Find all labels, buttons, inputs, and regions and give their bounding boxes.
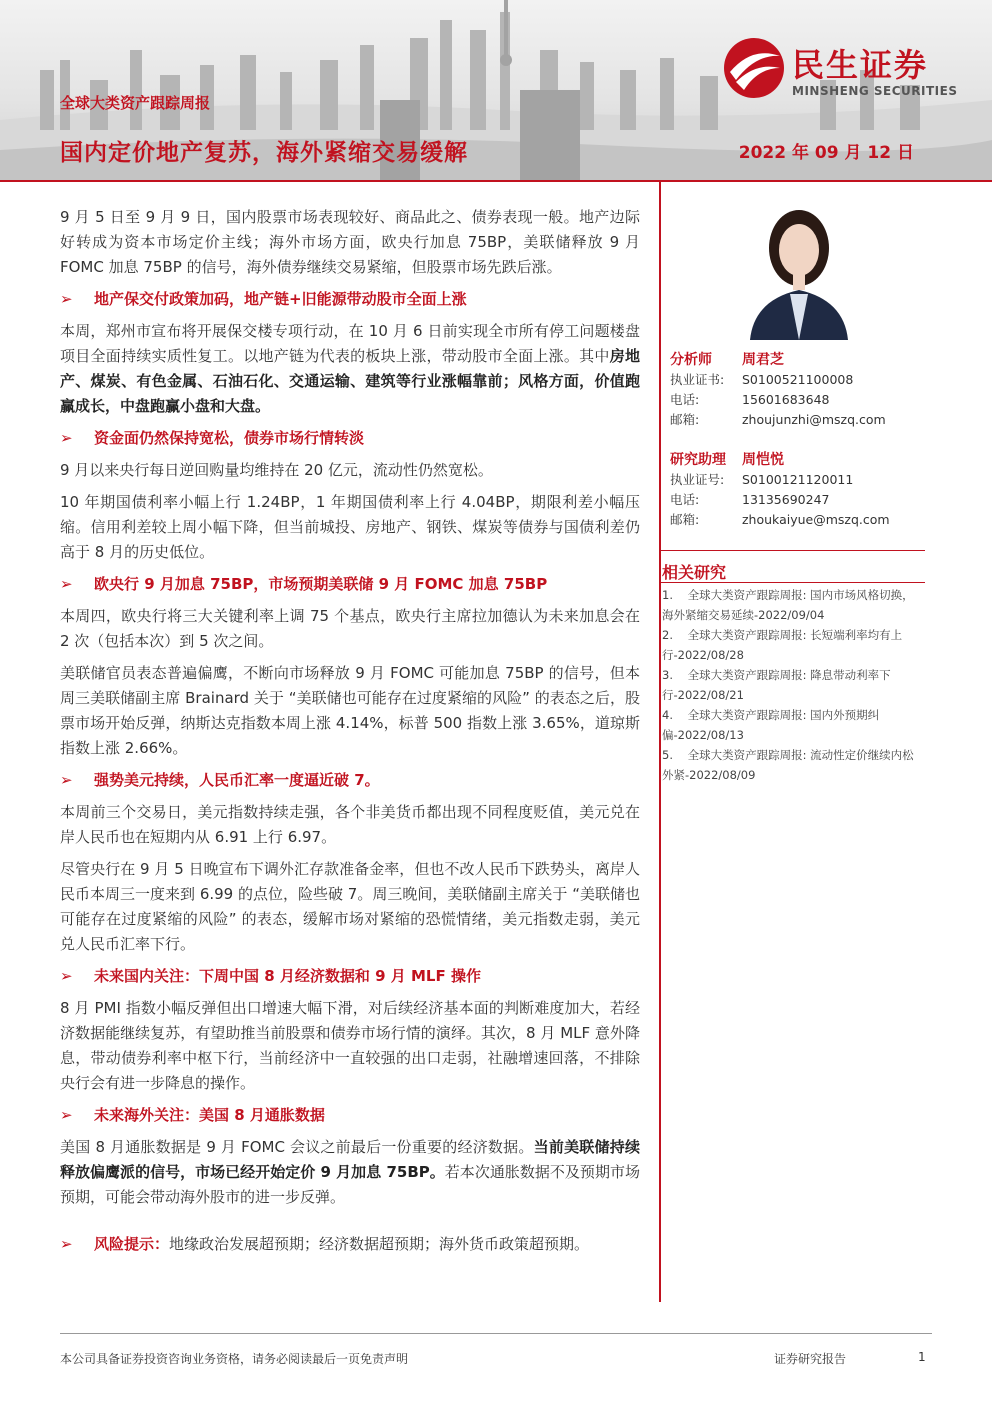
arrow-bullet-icon: ➢ <box>60 1235 73 1253</box>
related-research-list <box>662 585 924 785</box>
risk-warning: ➢ 风险提示：地缘政治发展超预期；经济数据超预期；海外货币政策超预期。 <box>60 1232 640 1257</box>
analyst-cert-row: 执业证书: S0100521100008 <box>670 372 854 387</box>
related-title-underline <box>660 582 925 583</box>
arrow-bullet-icon: ➢ <box>60 967 73 985</box>
footer-divider <box>60 1333 932 1334</box>
assistant-phone-row: 电话: 13135690247 <box>670 492 830 507</box>
arrow-bullet-icon: ➢ <box>60 771 73 789</box>
related-item[interactable]: 4. 全球大类资产跟踪周报: 国内外预期纠偏-2022/08/13 <box>662 708 880 742</box>
analyst-email-row: 邮箱: zhoujunzhi@mszq.com <box>670 410 930 430</box>
section-paragraph: 8 月 PMI 指数小幅反弹但出口增速大幅下滑，对后续经济基本面的判断难度加大，若经济数据能继续复苏，有望助推当前股票和债券市场行情的演绎。其次，8 月 MLF 意外降息，带动债券利率中枢下行，当前经济中一直较强的出口走弱，社融增速回落，不排除央行会有进一步降息的操作。 <box>60 999 640 1092</box>
assistant-cert-row: 执业证号: S0100121120011 <box>670 472 854 487</box>
section-paragraph: 本周前三个交易日，美元指数持续走强，各个非美货币都出现不同程度贬值，美元兑在岸人民币也在短期内从 6.91 上行 6.97。 <box>60 803 640 846</box>
analyst-email-link[interactable]: zhoujunzhi@mszq.com <box>742 412 886 427</box>
analyst-photo <box>740 190 858 340</box>
section-paragraph: 10 年期国债利率小幅上行 1.24BP，1 年期国债利率上行 4.04BP，期限利差小幅压缩。信用利差较上周小幅下降，但当前城投、房地产、钢铁、煤炭等债券与国债利差仍高于 8 月的历史低位。 <box>60 493 640 561</box>
report-date: 2022 年 09 月 12 日 <box>738 143 914 163</box>
assistant-email-row: 邮箱: zhoukaiyue@mszq.com <box>670 510 930 530</box>
section-paragraph: 本周，郑州市宣布将开展保交楼专项行动，在 10 月 6 日前实现全市所有停工问题楼盘项目全面持续实质性复工。以地产链为代表的板块上涨，带动股市全面上涨。其中房地产、煤炭、有色金属、石油石化、交通运输、建筑等行业涨幅靠前；风格方面，价值跑赢成长，中盘跑赢小盘和大盘。 <box>60 322 640 415</box>
section-paragraph: 本周四，欧央行将三大关键利率上调 75 个基点，欧央行主席拉加德认为未来加息会在 2 次（包括本次）到 5 次之间。 <box>60 607 640 650</box>
page-number: 1 <box>918 1350 926 1364</box>
related-research-title: 相关研究 <box>662 563 727 582</box>
arrow-bullet-icon: ➢ <box>60 429 73 447</box>
analyst-name-row: 分析师 周君芝 <box>670 352 784 368</box>
header-banner <box>0 0 992 180</box>
arrow-bullet-icon: ➢ <box>60 1106 73 1124</box>
arrow-bullet-icon: ➢ <box>60 575 73 593</box>
analyst-phone-row: 电话: 15601683648 <box>670 392 830 407</box>
related-item[interactable]: 1. 全球大类资产跟踪周报: 国内市场风格切换，海外紧缩交易延续-2022/09/04 <box>662 588 914 622</box>
minsheng-logo-icon <box>722 36 786 100</box>
section-paragraph: 美国 8 月通胀数据是 9 月 FOMC 会议之前最后一份重要的经济数据。当前美联储持续释放偏鹰派的信号，市场已经开始定价 9 月加息 75BP。若本次通胀数据不及预期市场预期，可能会带动海外股市的进一步反弹。 <box>60 1138 640 1206</box>
report-title: 国内定价地产复苏，海外紧缩交易缓解 <box>60 140 468 166</box>
assistant-name-row: 研究助理 周恺悦 <box>670 452 784 468</box>
section-paragraph: 尽管央行在 9 月 5 日晚宣布下调外汇存款准备金率，但也不改人民币下跌势头，离岸人民币本周三一度来到 6.99 的点位，险些破 7。周三晚间，美联储副主席关于 “美联储也可能存在过度紧缩的风险” 的表态，缓解市场对紧缩的恐慌情绪，美元指数走弱，美元兑人民币汇率下行。 <box>60 860 640 953</box>
related-divider <box>660 550 925 551</box>
report-series: 全球大类资产跟踪周报 <box>60 94 211 112</box>
footer-disclaimer: 本公司具备证券投资咨询业务资格，请务必阅读最后一页免责声明 <box>60 1352 409 1366</box>
related-item[interactable]: 3. 全球大类资产跟踪周报: 降息带动利率下行-2022/08/21 <box>662 668 891 702</box>
report-body <box>60 205 640 1264</box>
summary-paragraph: 9 月 5 日至 9 月 9 日，国内股票市场表现较好、商品此之、债券表现一般。地产边际好转成为资本市场定价主线；海外市场方面，欧央行加息 75BP，美联储释放 9 月 FOMC 加息 75BP 的信号，海外债券继续交易紧缩，但股票市场先跌后涨。 <box>60 208 640 276</box>
arrow-bullet-icon: ➢ <box>60 290 73 308</box>
section-heading: ➢ 未来国内关注：下周中国 8 月经济数据和 9 月 MLF 操作 <box>60 964 640 989</box>
section-heading: ➢ 资金面仍然保持宽松，债券市场行情转淡 <box>60 426 640 451</box>
related-item[interactable]: 2. 全球大类资产跟踪周报: 长短端利率均有上行-2022/08/28 <box>662 628 903 662</box>
section-heading: ➢ 欧央行 9 月加息 75BP，市场预期美联储 9 月 FOMC 加息 75BP <box>60 572 640 597</box>
section-heading: ➢ 强势美元持续，人民币汇率一度逼近破 7。 <box>60 768 640 793</box>
header-divider <box>0 180 992 182</box>
analyst-info <box>670 350 930 530</box>
related-item[interactable]: 5. 全球大类资产跟踪周报: 流动性定价继续内松外紧-2022/08/09 <box>662 748 914 782</box>
section-heading: ➢ 未来海外关注：美国 8 月通胀数据 <box>60 1103 640 1128</box>
logo-text-cn: 民生证券 <box>792 46 929 84</box>
section-paragraph: 9 月以来央行每日逆回购量均维持在 20 亿元，流动性仍然宽松。 <box>60 461 493 479</box>
minsheng-logo <box>722 36 972 106</box>
footer-doc-type: 证券研究报告 <box>774 1352 847 1366</box>
section-heading: ➢ 地产保交付政策加码，地产链+旧能源带动股市全面上涨 <box>60 287 640 312</box>
assistant-email-link[interactable]: zhoukaiyue@mszq.com <box>742 512 890 527</box>
section-paragraph: 美联储官员表态普遍偏鹰，不断向市场释放 9 月 FOMC 可能加息 75BP 的信号，但本周三美联储副主席 Brainard 关于 “美联储也可能存在过度紧缩的风险” 的表态之后，股票市场开始反弹，纳斯达克指数本周上涨 4.14%，标普 500 指数上涨 3.65%，道琼斯指数上涨 2.66%。 <box>60 664 640 757</box>
logo-text-en: MINSHENG SECURITIES <box>792 84 958 98</box>
column-divider <box>659 182 661 1302</box>
